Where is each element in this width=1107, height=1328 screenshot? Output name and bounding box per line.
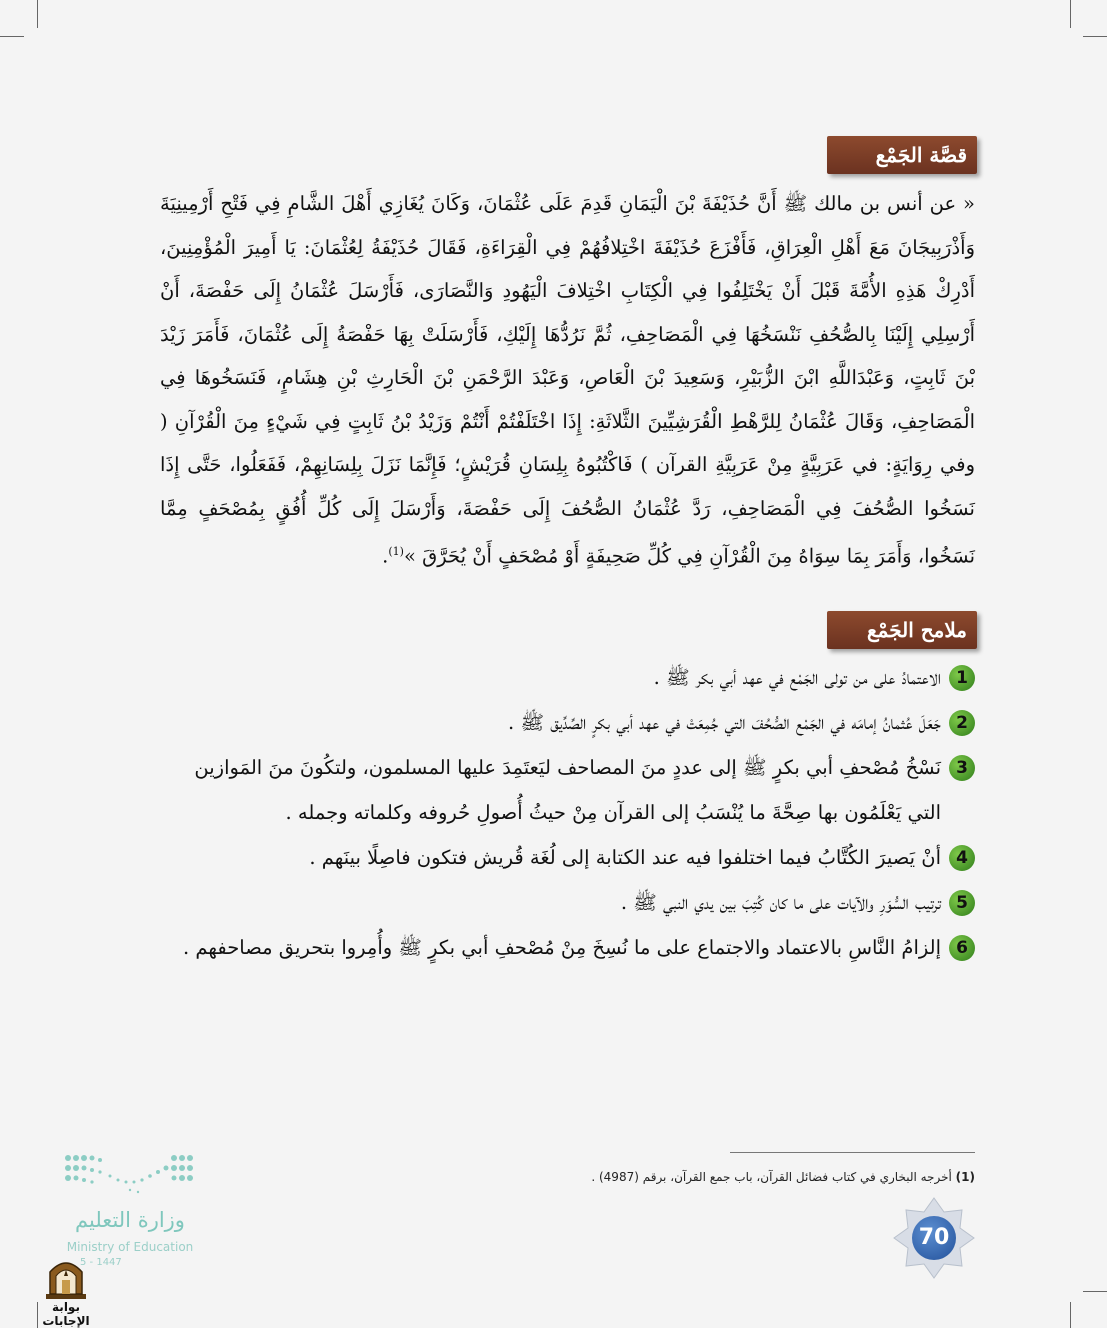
crop-mark xyxy=(1070,0,1071,28)
number-badge: 1 xyxy=(949,665,975,691)
gateway-arch-icon xyxy=(44,1256,88,1300)
number-badge: 3 xyxy=(949,755,975,781)
ministry-year: 5 - 1447 xyxy=(80,1257,122,1268)
number-badge: 2 xyxy=(949,710,975,736)
list-item-text: أنْ يَصيرَ الكُتَّابُ فيما اختلفوا فيه عند الكتابة إلى لُغَة قُريش فتكون فاصِلًا بينَهم . xyxy=(309,846,941,869)
list-item-text: ترتيب السُّوَرِ والآيات على ما كان كُتِبَ بين يدي النبي ﷺ . xyxy=(620,891,941,914)
features-list xyxy=(160,655,975,970)
ministry-logo-icon xyxy=(60,1150,200,1200)
crop-mark xyxy=(1083,36,1107,37)
story-paragraph: « عن أنس بن مالك ﷺ أَنَّ حُذَيْفَةَ بْنَ الْيَمَانِ قَدِمَ عَلَى عُثْمَانَ، وَكَانَ يُغَازِي أَهْلَ الشَّامِ فِي فَتْحِ أَرْمِينِيَةَ وَأَذْرَبِيجَانَ مَعَ أَهْلِ الْعِرَاقِ، فَأَفْزَعَ حُذَيْفَةَ اخْتِلافُهُمْ فِي الْقِرَاءَةِ، فَقَالَ حُذَيْفَةُ لِعُثْمَانَ: يَا أَمِيرَ الْمُؤْمِنِينَ، أَدْرِكْ هَذِهِ الأُمَّةَ قَبْلَ أَنْ يَخْتَلِفُوا فِي الْكِتَابِ اخْتِلافَ الْيَهُودِ وَالنَّصَارَى، فَأَرْسَلَ عُثْمَانُ إِلَى حَفْصَةَ، أَنْ أَرْسِلِي إِلَيْنَا بِالصُّحُفِ نَنْسَخُهَا فِي الْمَصَاحِفِ، ثُمَّ نَرُدُّهَا إِلَيْكِ، فَأَرْسَلَتْ بِهَا حَفْصَةُ إِلَى عُثْمَانَ، فَأَمَرَ زَيْدَ بْنَ ثَابِتٍ، وَعَبْدَاللَّهِ ابْنَ الزُّبَيْرِ، وَسَعِيدَ بْنَ الْعَاصِ، وَعَبْدَ الرَّحْمَنِ بْنَ الْحَارِثِ بْنِ هِشَامٍ، فَنَسَخُوهَا فِي الْمَصَاحِفِ، وَقَالَ عُثْمَانُ لِلرَّهْطِ الْقُرَشِيِّينَ الثَّلاثَةِ: إِذَا اخْتَلَفْتُمْ أَنْتُمْ وَزَيْدُ بْنُ ثَابِتٍ فِي شَيْءٍ مِنَ الْقُرْآنِ ( وفي رِوَايَةٍ: في عَرَبِيَّةٍ مِنْ عَرَبِيَّةِ القرآن ) فَاكْتُبُوهُ بِلِسَانِ قُرَيْشٍ؛ فَإِنَّمَا نَزَلَ بِلِسَانِهِمْ، فَفَعَلُوا، حَتَّى إِذَا نَسَخُوا الصُّحُفَ فِي الْمَصَاحِفِ، رَدَّ عُثْمَانُ الصُّحُفَ إِلَى حَفْصَةَ، وَأَرْسَلَ إِلَى كُلِّ أُفُقٍ بِمُصْحَفٍ مِمَّا نَسَخُوا، وَأَمَرَ بِمَا سِوَاهُ مِنَ الْقُرْآنِ فِي كُلِّ صَحِيفَةٍ أَوْ مُصْحَفٍ أَنْ يُحَرَّقَ »$^{(1)}$. xyxy=(160,192,975,568)
footnote-divider xyxy=(730,1152,975,1153)
number-badge: 6 xyxy=(949,935,975,961)
list-item xyxy=(160,880,975,925)
page-number: 70 xyxy=(912,1216,956,1260)
list-item xyxy=(160,925,975,970)
list-item xyxy=(160,745,975,835)
footnote-ref: (1) xyxy=(388,545,404,558)
footnote-number: (1) xyxy=(955,1170,975,1184)
list-item-text: الاعتمادُ على من تولى الجَمْع في عهد أبي بكر ﷺ . xyxy=(653,666,941,689)
list-item-text: إلزامُ النَّاسِ بالاعتماد والاجتماع على ما نُسِخَ مِنْ مُصْحفِ أبي بكرٍ ﷺ وأُمِروا بتحريق مصاحفهم . xyxy=(183,936,941,959)
story-text: « عن أنس بن مالك ﷺ أَنَّ حُذَيْفَةَ بْنَ الْيَمَانِ قَدِمَ عَلَى عُثْمَانَ، وَكَانَ يُغَازِي أَهْلَ الشَّامِ فِي فَتْحِ أَرْمِينِيَةَ وَأَذْرَبِيجَانَ مَعَ أَهْلِ الْعِرَاقِ، فَأَفْزَعَ حُذَيْفَةَ اخْتِلافُهُمْ فِي الْقِرَاءَةِ، فَقَالَ حُذَيْفَةُ لِعُثْمَانَ: يَا أَمِيرَ الْمُؤْمِنِينَ، أَدْرِكْ هَذِهِ الأُمَّةَ قَبْلَ أَنْ يَخْتَلِفُوا فِي الْكِتَابِ اخْتِلافَ الْيَهُودِ وَالنَّصَارَى، فَأَرْسَلَ عُثْمَانُ إِلَى حَفْصَةَ، أَنْ أَرْسِلِي إِلَيْنَا بِالصُّحُفِ نَنْسَخُهَا فِي الْمَصَاحِفِ، ثُمَّ نَرُدُّهَا إِلَيْكِ، فَأَرْسَلَتْ بِهَا حَفْصَةُ إِلَى عُثْمَانَ، فَأَمَرَ زَيْدَ بْنَ ثَابِتٍ، وَعَبْدَاللَّهِ ابْنَ الزُّبَيْرِ، وَسَعِيدَ بْنَ الْعَاصِ، وَعَبْدَ الرَّحْمَنِ بْنَ الْحَارِثِ بْنِ هِشَامٍ، فَنَسَخُوهَا فِي الْمَصَاحِفِ، وَقَالَ عُثْمَانُ لِلرَّهْطِ الْقُرَشِيِّينَ الثَّلاثَةِ: إِذَا اخْتَلَفْتُمْ أَنْتُمْ وَزَيْدُ بْنُ ثَابِتٍ فِي شَيْءٍ مِنَ الْقُرْآنِ ( وفي رِوَايَةٍ: في عَرَبِيَّةٍ مِنْ عَرَبِيَّةِ القرآن ) فَاكْتُبُوهُ بِلِسَانِ قُرَيْشٍ؛ فَإِنَّمَا نَزَلَ بِلِسَانِهِمْ، فَفَعَلُوا، حَتَّى إِذَا نَسَخُوا الصُّحُفَ فِي الْمَصَاحِفِ، رَدَّ عُثْمَانُ الصُّحُفَ إِلَى حَفْصَةَ، وَأَرْسَلَ إِلَى كُلِّ أُفُقٍ بِمُصْحَفٍ مِمَّا نَسَخُوا، وَأَمَرَ بِمَا سِوَاهُ مِنَ الْقُرْآنِ فِي كُلِّ صَحِيفَةٍ أَوْ مُصْحَفٍ أَنْ يُحَرَّقَ » xyxy=(160,192,975,568)
list-item xyxy=(160,835,975,880)
watermark-text: بوابة الإجابات xyxy=(42,1300,90,1328)
footnote xyxy=(591,1170,975,1184)
ministry-name-english: Ministry of Education xyxy=(66,1240,194,1254)
list-item xyxy=(160,655,975,700)
section-heading-story: قصَّة الجَمْع xyxy=(827,136,977,174)
list-item-text: نَسْخُ مُصْحفِ أبي بكرٍ ﷺ إلى عددٍ منَ المصاحف ليَعتَمِدَ عليها المسلمون، ولتكُونَ منَ المَوازين التي يَعْلَمُون بها صِحَّةَ ما يُنْسَبُ إلى القرآن مِنْ حيثُ أُصولِ حُروفه وكلماته وجمله . xyxy=(194,756,941,824)
crop-mark xyxy=(0,36,24,37)
crop-mark xyxy=(1070,1302,1071,1328)
footnote-text: أخرجه البخاري في كتاب فضائل القرآن، باب جمع القرآن، برقم (4987) . xyxy=(591,1170,952,1184)
list-item xyxy=(160,700,975,745)
list-item-text: جَعَلَ عُثمانُ إمامَه في الجَمْع الصُّحُفَ التي جُمِعَتْ في عهد أبي بكرٍ الصِّدِّيق ﷺ . xyxy=(508,711,941,734)
crop-mark xyxy=(37,0,38,28)
crop-mark xyxy=(1083,1291,1107,1292)
section-heading-features: ملامح الجَمْع xyxy=(827,611,977,649)
number-badge: 5 xyxy=(949,890,975,916)
ministry-name-arabic: وزارة التعليم xyxy=(75,1208,185,1232)
number-badge: 4 xyxy=(949,845,975,871)
